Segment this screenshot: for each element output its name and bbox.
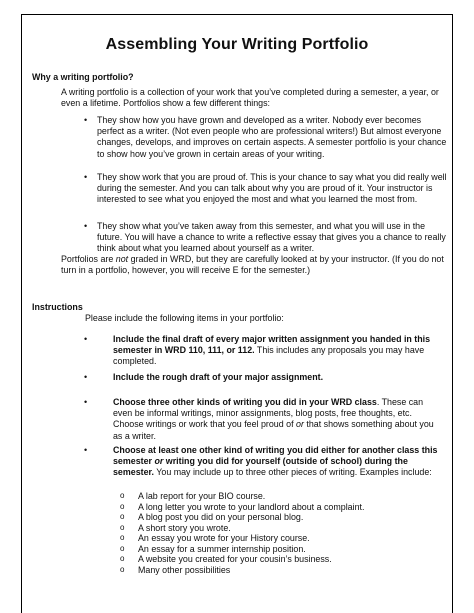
bullet-marker: • <box>84 334 88 344</box>
example-item: A website you created for your cousin’s business. <box>138 554 332 564</box>
example-item: Many other possibilities <box>138 564 231 575</box>
why-heading: Why a writing portfolio? <box>32 72 134 82</box>
bullet-marker: • <box>84 221 88 231</box>
page-title: Assembling Your Writing Portfolio <box>105 36 369 53</box>
example-item: A blog post you did on your personal blog. <box>138 512 304 522</box>
sub-bullet-marker: o <box>120 533 125 542</box>
example-item: An essay for a summer internship position. <box>138 543 306 554</box>
instruction-item-1: Include the final draft of every major written assignment you handed in this semester in WRD 110, 111, or 112. This includes any proposals you may have completed. <box>113 334 431 367</box>
example-item: An essay you wrote for your History course. <box>138 533 310 543</box>
bullet-marker: • <box>84 445 88 455</box>
bullet-marker: • <box>84 372 88 382</box>
why-bullet-3: They show what you’ve taken away from this semester, and what you will use in the future. You will have a chance to write a reflective essay that gives you a chance to really think about what you learned about yourself as a writer. <box>97 221 446 254</box>
bullet-marker: • <box>84 115 88 125</box>
why-bullet-1: They show how you have grown and developed as a writer. Nobody ever becomes perfect as a writer. (Not even people who are professional writers!) But almost everyone changes, develops, and improves on certain aspects. A semester portfolio is your chance to show how you’ve grown in certain areas of your writing. <box>97 115 447 159</box>
sub-bullet-marker: o <box>120 554 125 563</box>
sub-bullet-marker: o <box>120 522 125 532</box>
instruction-item-2: Include the rough draft of your major assignment. <box>113 372 324 382</box>
bullet-marker: • <box>84 397 88 407</box>
sub-bullet-marker: o <box>120 564 125 574</box>
instruction-item-4: Choose at least one other kind of writing you did either for another class this semester or writing you did for yourself (outside of school) during the semester. You may include up to three other pieces of writing. Examples include: <box>113 445 438 478</box>
sub-bullet-marker: o <box>120 501 125 511</box>
instructions-heading: Instructions <box>32 302 83 312</box>
example-item: A long letter you wrote to your landlord about a complaint. <box>138 501 365 512</box>
bullet-marker: • <box>84 172 88 182</box>
example-item: A short story you wrote. <box>138 522 231 533</box>
sub-bullet-marker: o <box>120 491 125 500</box>
why-bullet-2: They show work that you are proud of. This is your chance to say what you did really well during the semester. And you can talk about why you are proud of it. Your instructor is interested to see what you enjoyed the most and what you learned the most from. <box>97 172 447 205</box>
sub-bullet-marker: o <box>120 543 125 553</box>
example-item: A lab report for your BIO course. <box>138 491 266 501</box>
grading-note: Portfolios are not graded in WRD, but they are carefully looked at by your instructor. (If you do not turn in a portfolio, however, you will receive E for the semester.) <box>61 254 444 276</box>
document-page <box>21 14 453 613</box>
why-intro: A writing portfolio is a collection of your work that you’ve completed during a semester, a year, or even a lifetime. Portfolios show a few different things: <box>61 87 439 109</box>
instruction-item-3: Choose three other kinds of writing you did in your WRD class. These can even be informal writings, minor assignments, blog posts, free thoughts, etc. Choose writings or work that you feel proud of or that shows something about you as a writer. <box>113 397 434 441</box>
sub-bullet-marker: o <box>120 512 125 521</box>
instructions-intro: Please include the following items in your portfolio: <box>85 313 284 323</box>
